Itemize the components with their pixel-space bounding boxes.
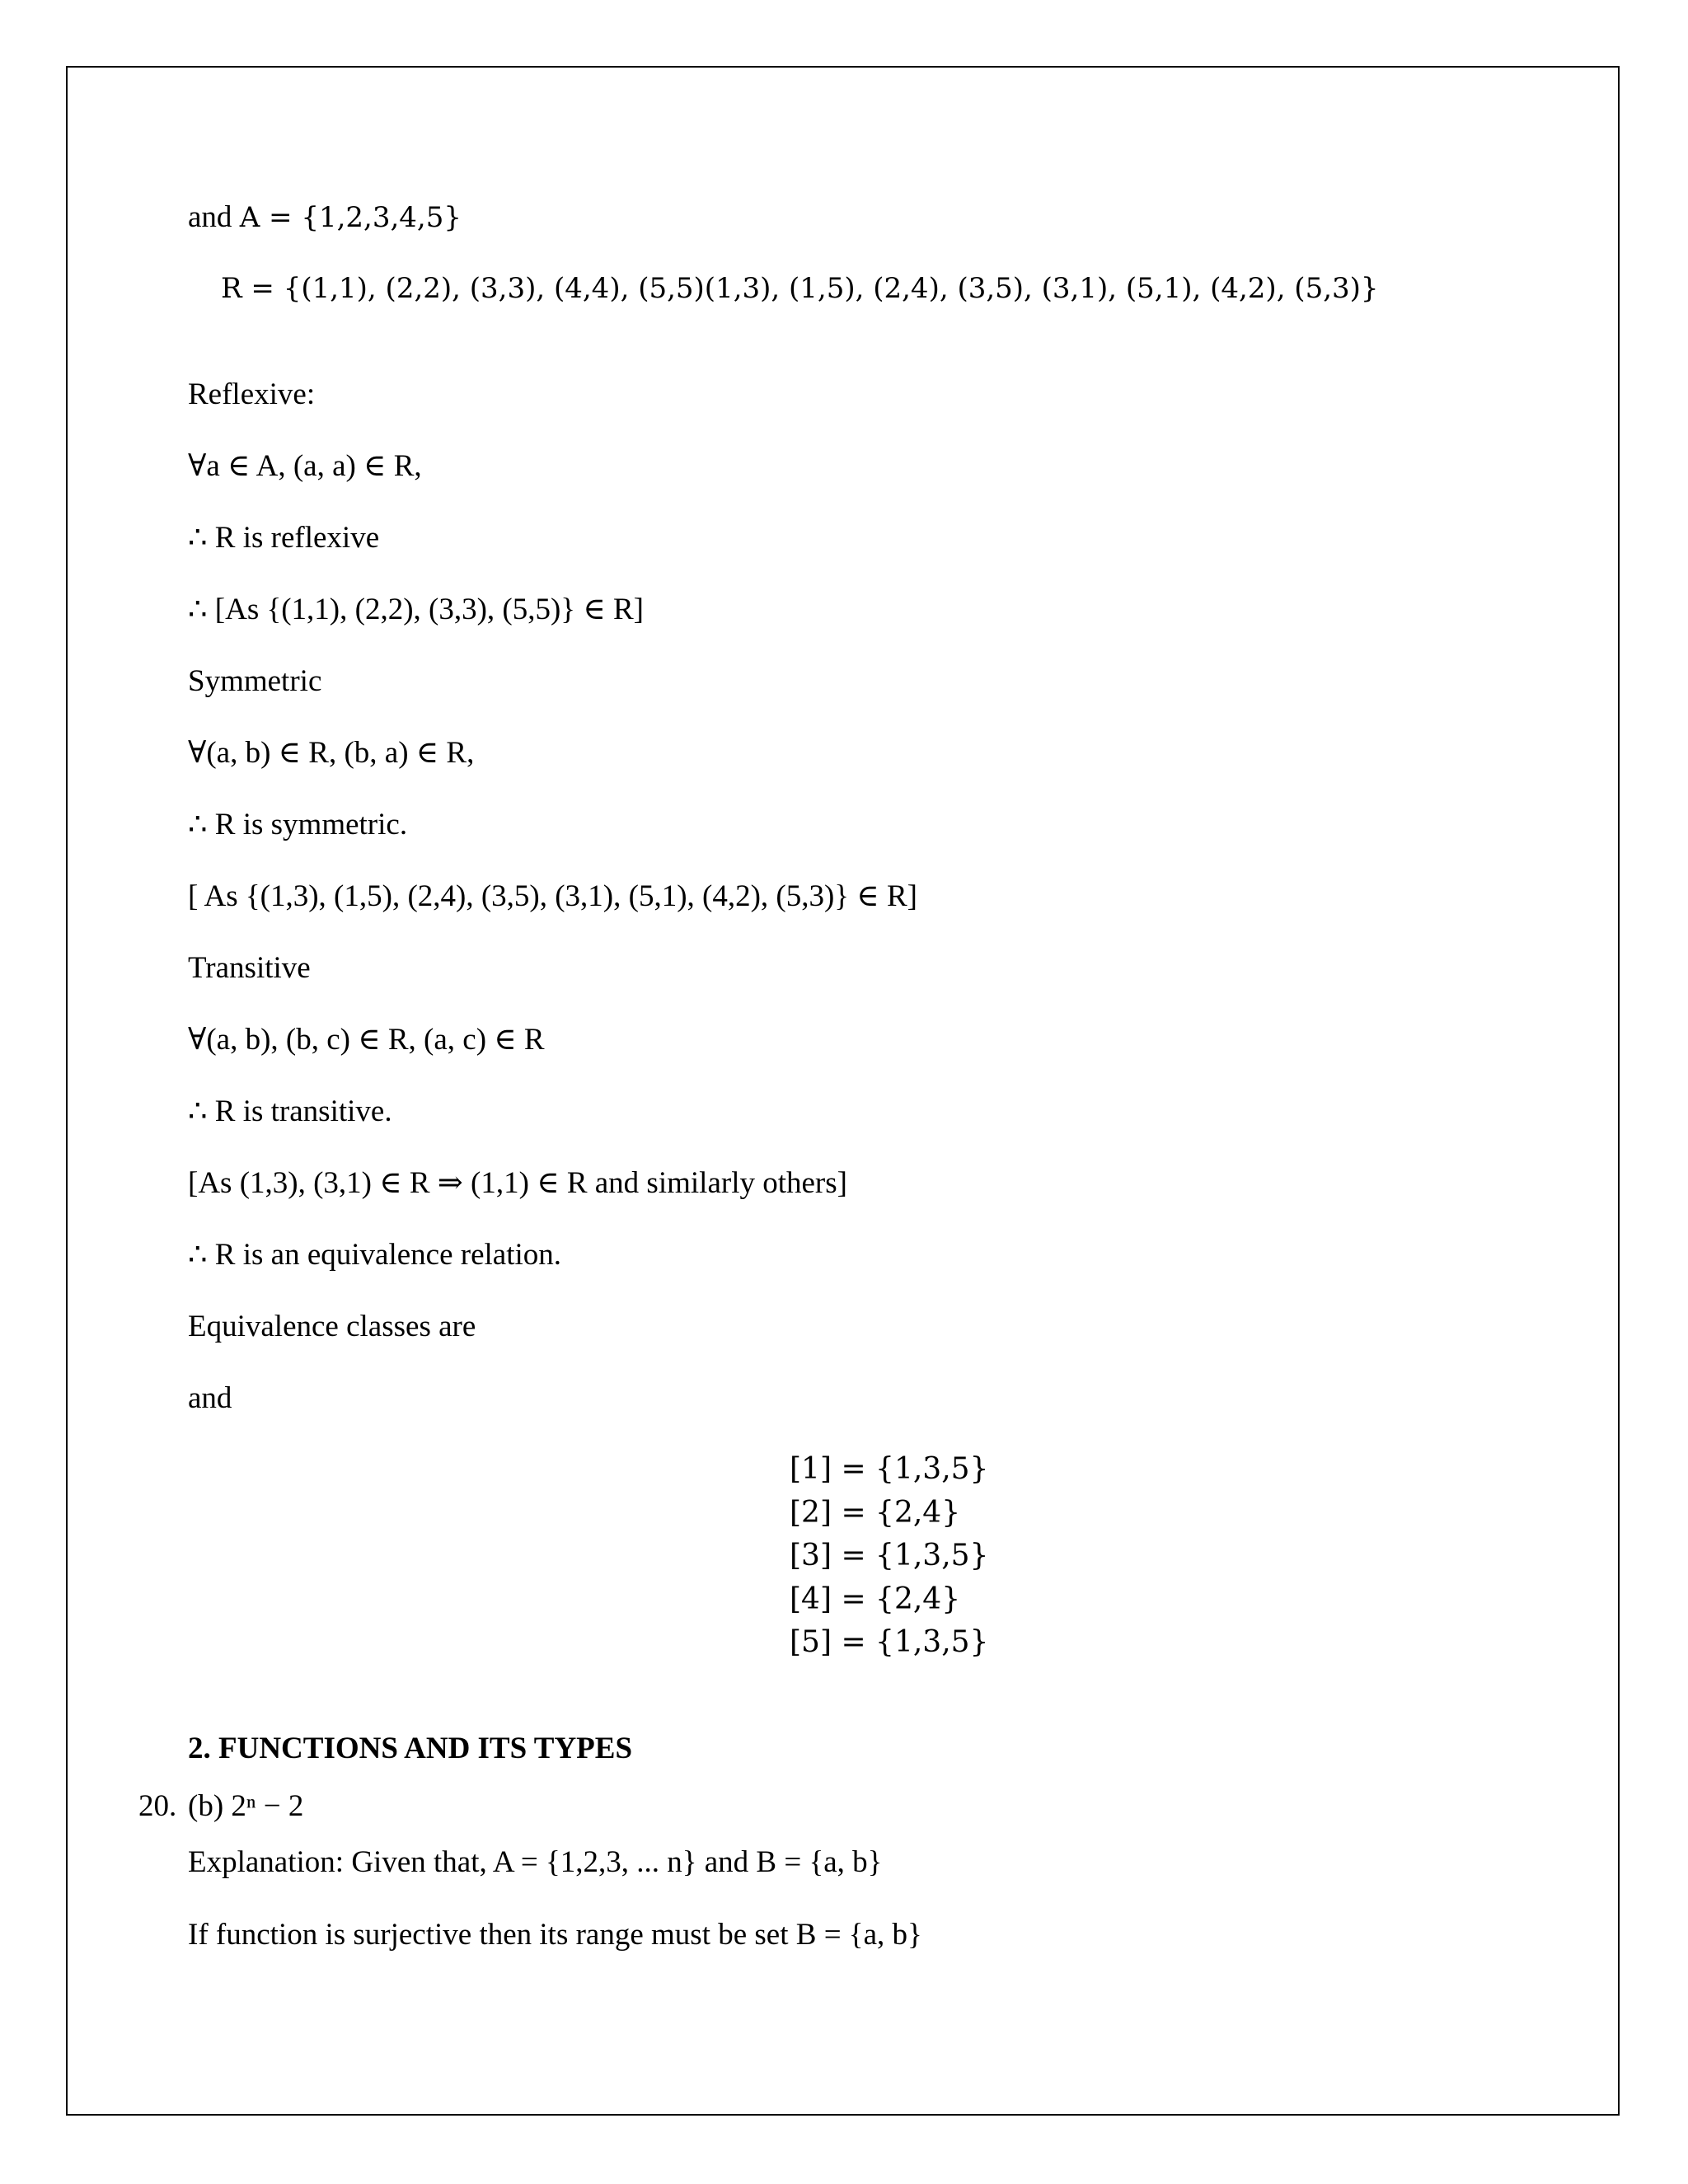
reflexive-reason: ∴ [As {(1,1), (2,2), (3,3), (5,5)} ∈ R] bbox=[188, 593, 644, 626]
reflexive-heading: Reflexive: bbox=[188, 377, 316, 411]
class-2: [2] = {2,4} bbox=[790, 1495, 961, 1530]
class-5: [5] = {1,3,5} bbox=[790, 1625, 989, 1659]
transitive-conclusion: ∴ R is transitive. bbox=[188, 1094, 392, 1128]
class-3: [3] = {1,3,5} bbox=[790, 1539, 989, 1572]
reflexive-conclusion: ∴ R is reflexive bbox=[188, 521, 380, 555]
set-a-math: A = {1,2,3,4,5} bbox=[239, 201, 462, 234]
reflexive-statement: ∀a ∈ A, (a, a) ∈ R, bbox=[188, 449, 422, 483]
explanation-line: Explanation: Given that, A = {1,2,3, ... n} and B = {a, b} bbox=[188, 1845, 883, 1879]
class-1: [1] = {1,3,5} bbox=[790, 1452, 989, 1486]
symmetric-conclusion: ∴ R is symmetric. bbox=[188, 808, 408, 841]
class-4: [4] = {2,4} bbox=[790, 1582, 961, 1616]
surjective-line: If function is surjective then its range must be set B = {a, b} bbox=[188, 1918, 922, 1952]
question-answer: (b) 2ⁿ − 2 bbox=[188, 1789, 304, 1823]
transitive-heading: Transitive bbox=[188, 951, 311, 985]
text-and: and bbox=[188, 200, 240, 234]
question-number: 20. bbox=[138, 1789, 177, 1823]
equivalence-classes-label: Equivalence classes are bbox=[188, 1310, 476, 1343]
symmetric-heading: Symmetric bbox=[188, 664, 322, 698]
set-a-line bbox=[188, 199, 462, 236]
relation-r: R = {(1,1), (2,2), (3,3), (4,4), (5,5)(1,3), (1,5), (2,4), (3,5), (3,1), (5,1), (4,2), (5,3)} bbox=[221, 272, 1379, 305]
equivalence-conclusion: ∴ R is an equivalence relation. bbox=[188, 1238, 561, 1272]
symmetric-statement: ∀(a, b) ∈ R, (b, a) ∈ R, bbox=[188, 736, 475, 770]
and-label: and bbox=[188, 1381, 232, 1415]
section-heading: 2. FUNCTIONS AND ITS TYPES bbox=[188, 1732, 633, 1765]
transitive-reason: [As (1,3), (3,1) ∈ R ⇒ (1,1) ∈ R and similarly others] bbox=[188, 1166, 847, 1200]
equivalence-classes-list bbox=[790, 1448, 988, 1665]
symmetric-reason: [ As {(1,3), (1,5), (2,4), (3,5), (3,1), (5,1), (4,2), (5,3)} ∈ R] bbox=[188, 879, 917, 913]
transitive-statement: ∀(a, b), (b, c) ∈ R, (a, c) ∈ R bbox=[188, 1023, 545, 1057]
